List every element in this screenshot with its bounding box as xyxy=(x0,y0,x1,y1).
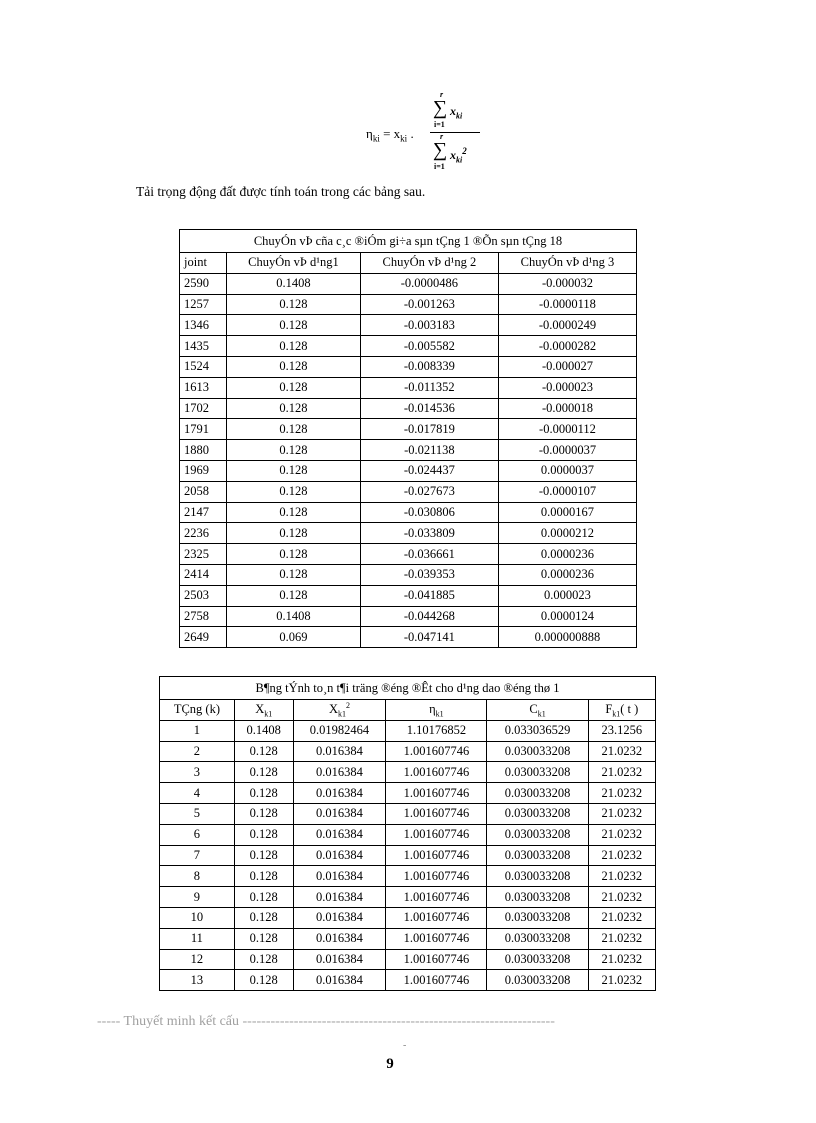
table-row xyxy=(160,887,656,908)
table-cell: 2236 xyxy=(180,523,227,544)
den-sum-lower: i=1 xyxy=(434,162,445,171)
table-cell: 0.016384 xyxy=(293,949,386,970)
table-cell: 0.016384 xyxy=(293,824,386,845)
table-cell: 21.0232 xyxy=(588,762,655,783)
table-cell: 0.128 xyxy=(234,824,293,845)
table-row xyxy=(180,336,637,357)
table-cell: 0.1408 xyxy=(227,606,361,627)
x-subscript: ki xyxy=(400,133,408,144)
table-cell: 2503 xyxy=(180,585,227,606)
table-row xyxy=(160,949,656,970)
table-row xyxy=(180,627,637,648)
table-row xyxy=(180,460,637,481)
table-row xyxy=(180,606,637,627)
formula-dot: . xyxy=(407,126,414,141)
table-row xyxy=(160,783,656,804)
displacement-table xyxy=(179,229,637,648)
table-cell: 0.01982464 xyxy=(293,720,386,741)
table-row xyxy=(160,907,656,928)
table-cell: 0.016384 xyxy=(293,887,386,908)
column-header xyxy=(487,700,588,721)
table-row xyxy=(160,970,656,991)
table-cell: 21.0232 xyxy=(588,824,655,845)
table-cell: -0.014536 xyxy=(360,398,498,419)
header-suffix: ( t ) xyxy=(620,701,639,716)
table-row xyxy=(160,866,656,887)
table-cell: 0.128 xyxy=(234,783,293,804)
table-cell: -0.027673 xyxy=(360,481,498,502)
table-cell: 21.0232 xyxy=(588,783,655,804)
table-cell: -0.047141 xyxy=(360,627,498,648)
table-cell: 8 xyxy=(160,866,235,887)
table-row xyxy=(180,398,637,419)
table-cell: 0.000000888 xyxy=(498,627,636,648)
table-cell: 0.128 xyxy=(227,336,361,357)
footer-dash: - xyxy=(403,1040,407,1051)
formula-numerator xyxy=(430,92,482,130)
header-sub: k1 xyxy=(537,709,546,719)
table-cell: 5 xyxy=(160,803,235,824)
table-cell: 2758 xyxy=(180,606,227,627)
table-cell: 0.128 xyxy=(234,845,293,866)
table-row xyxy=(180,523,637,544)
table-cell: 0.128 xyxy=(234,866,293,887)
table-cell: 1.001607746 xyxy=(386,783,487,804)
table-cell: -0.000018 xyxy=(498,398,636,419)
table-cell: 0.0000124 xyxy=(498,606,636,627)
table-cell: 1.001607746 xyxy=(386,845,487,866)
table-cell: 3 xyxy=(160,762,235,783)
table-cell: 0.016384 xyxy=(293,970,386,991)
table-row xyxy=(160,824,656,845)
table-cell: 0.128 xyxy=(234,741,293,762)
num-x: x xyxy=(450,104,456,118)
table-cell: 2649 xyxy=(180,627,227,648)
table-header-row xyxy=(160,700,656,721)
table-cell: 1.001607746 xyxy=(386,762,487,783)
table-cell: -0.011352 xyxy=(360,377,498,398)
table-cell: -0.0000107 xyxy=(498,481,636,502)
table-cell: 0.030033208 xyxy=(487,762,588,783)
table-cell: -0.044268 xyxy=(360,606,498,627)
table-cell: 21.0232 xyxy=(588,803,655,824)
header-sub: k1 xyxy=(337,709,346,719)
table-cell: 0.128 xyxy=(227,294,361,315)
table-cell: -0.021138 xyxy=(360,440,498,461)
table-cell: -0.030806 xyxy=(360,502,498,523)
den-sigma-icon: ∑ xyxy=(432,139,448,161)
table-cell: 0.030033208 xyxy=(487,741,588,762)
header-sub: k1 xyxy=(435,709,444,719)
table-cell: 0.030033208 xyxy=(487,803,588,824)
table-cell: 1.001607746 xyxy=(386,803,487,824)
table-cell: 1702 xyxy=(180,398,227,419)
table-row xyxy=(180,440,637,461)
intro-text: Tải trọng động đất được tính toán trong các bảng sau. xyxy=(136,184,426,199)
fraction-bar xyxy=(430,132,480,133)
table-cell: 1.001607746 xyxy=(386,928,487,949)
table-cell: 10 xyxy=(160,907,235,928)
table-cell: 0.128 xyxy=(227,398,361,419)
formula-denominator xyxy=(430,134,482,172)
num-sum-lower: i=1 xyxy=(434,120,445,129)
table-cell: 0.0000167 xyxy=(498,502,636,523)
table-cell: 12 xyxy=(160,949,235,970)
table-row xyxy=(180,377,637,398)
eta-subscript: ki xyxy=(372,133,380,144)
table-row xyxy=(180,502,637,523)
table-caption-row xyxy=(180,230,637,253)
table-cell: -0.0000282 xyxy=(498,336,636,357)
table-row xyxy=(180,544,637,565)
table-cell: -0.017819 xyxy=(360,419,498,440)
table-header-row xyxy=(180,253,637,274)
table-cell: 0.030033208 xyxy=(487,845,588,866)
table-cell: 0.128 xyxy=(234,949,293,970)
table-cell: 0.016384 xyxy=(293,845,386,866)
header-text: F xyxy=(605,701,613,716)
table-cell: 21.0232 xyxy=(588,887,655,908)
table-row xyxy=(160,762,656,783)
table-cell: 1 xyxy=(160,720,235,741)
table-cell: 6 xyxy=(160,824,235,845)
eta-formula xyxy=(362,92,492,172)
num-sigma-icon: ∑ xyxy=(432,97,448,119)
column-header: ChuyÓn vÞ d¹ng1 xyxy=(227,253,361,274)
header-sub: k1 xyxy=(612,709,621,719)
table-cell: -0.001263 xyxy=(360,294,498,315)
table-cell: 1.001607746 xyxy=(386,887,487,908)
table-cell: 2147 xyxy=(180,502,227,523)
table-cell: 13 xyxy=(160,970,235,991)
table-cell: 0.128 xyxy=(227,356,361,377)
table-cell: 0.128 xyxy=(234,970,293,991)
den-x-power: 2 xyxy=(462,146,467,156)
table-cell: 21.0232 xyxy=(588,949,655,970)
table-cell: 0.016384 xyxy=(293,866,386,887)
table-cell: 21.0232 xyxy=(588,907,655,928)
table-cell: 0.030033208 xyxy=(487,970,588,991)
column-header xyxy=(234,700,293,721)
table-row xyxy=(180,273,637,294)
table-cell: 1.001607746 xyxy=(386,949,487,970)
table-cell: 0.128 xyxy=(227,502,361,523)
column-header xyxy=(386,700,487,721)
table-cell: 23.1256 xyxy=(588,720,655,741)
formula-lhs xyxy=(366,126,414,144)
table-row xyxy=(180,419,637,440)
table-cell: -0.0000112 xyxy=(498,419,636,440)
den-x: x xyxy=(450,148,456,162)
column-header xyxy=(160,700,235,721)
table-cell: 0.128 xyxy=(227,564,361,585)
table-row xyxy=(180,481,637,502)
header-text: TÇng (k) xyxy=(173,702,220,717)
table-cell: 0.128 xyxy=(227,440,361,461)
table-cell: 0.033036529 xyxy=(487,720,588,741)
table-cell: -0.000027 xyxy=(498,356,636,377)
table-caption: B¶ng tÝnh to¸n t¶i träng ®éng ®Êt cho d¹ng dao ®éng thø 1 xyxy=(160,677,656,700)
table-cell: 0.016384 xyxy=(293,783,386,804)
table-cell: -0.033809 xyxy=(360,523,498,544)
table-cell: 0.030033208 xyxy=(487,783,588,804)
table-cell: 0.030033208 xyxy=(487,887,588,908)
num-variable xyxy=(450,104,462,120)
table-cell: 0.128 xyxy=(234,803,293,824)
table-cell: 0.128 xyxy=(227,544,361,565)
table-row xyxy=(180,356,637,377)
num-x-sub: ki xyxy=(456,111,463,121)
header-text: C xyxy=(529,701,538,716)
table-cell: 0.128 xyxy=(227,377,361,398)
page-number: 9 xyxy=(386,1056,394,1072)
header-sub: k1 xyxy=(264,709,273,719)
table-cell: 0.0000236 xyxy=(498,544,636,565)
table-cell: 0.128 xyxy=(227,585,361,606)
header-text: η xyxy=(429,701,436,716)
column-header xyxy=(588,700,655,721)
table-cell: 0.016384 xyxy=(293,741,386,762)
table-row xyxy=(180,585,637,606)
den-variable xyxy=(450,146,467,164)
table-cell: 21.0232 xyxy=(588,845,655,866)
seismic-load-table xyxy=(159,676,656,991)
table-cell: 0.030033208 xyxy=(487,866,588,887)
table-cell: 0.030033208 xyxy=(487,824,588,845)
column-header: ChuyÓn vÞ d¹ng 3 xyxy=(498,253,636,274)
header-text: X xyxy=(328,702,338,717)
table-cell: 1791 xyxy=(180,419,227,440)
eta-symbol: η xyxy=(366,126,373,141)
table-cell: -0.008339 xyxy=(360,356,498,377)
table-cell: 2325 xyxy=(180,544,227,565)
table-cell: 1880 xyxy=(180,440,227,461)
table-cell: 1.001607746 xyxy=(386,907,487,928)
table-cell: 4 xyxy=(160,783,235,804)
table-row xyxy=(160,928,656,949)
table-cell: 7 xyxy=(160,845,235,866)
num-sum-upper: r xyxy=(440,90,444,99)
table-row xyxy=(160,720,656,741)
table-cell: -0.0000118 xyxy=(498,294,636,315)
table-cell: 21.0232 xyxy=(588,866,655,887)
table-cell: -0.039353 xyxy=(360,564,498,585)
table-cell: 0.030033208 xyxy=(487,907,588,928)
table-cell: 21.0232 xyxy=(588,928,655,949)
table-row xyxy=(160,803,656,824)
den-sum-upper: r xyxy=(440,132,444,141)
table-cell: -0.041885 xyxy=(360,585,498,606)
table-cell: -0.003183 xyxy=(360,315,498,336)
column-header: joint xyxy=(180,253,227,274)
table-caption: ChuyÓn vÞ cña c¸c ®iÓm gi÷a sµn tÇng 1 ®Õn sµn tÇng 18 xyxy=(180,230,637,253)
table-cell: 1257 xyxy=(180,294,227,315)
formula-fraction xyxy=(430,92,482,172)
table-cell: 2590 xyxy=(180,273,227,294)
table-cell: -0.0000486 xyxy=(360,273,498,294)
table-cell: 1.001607746 xyxy=(386,741,487,762)
table-cell: -0.000032 xyxy=(498,273,636,294)
column-header: ChuyÓn vÞ d¹ng 2 xyxy=(360,253,498,274)
table-cell: 0.128 xyxy=(227,419,361,440)
table-cell: 1.10176852 xyxy=(386,720,487,741)
table-cell: 21.0232 xyxy=(588,970,655,991)
table-cell: 0.128 xyxy=(227,523,361,544)
table-row xyxy=(180,315,637,336)
table-cell: 0.016384 xyxy=(293,907,386,928)
table-cell: 2414 xyxy=(180,564,227,585)
table-cell: 1346 xyxy=(180,315,227,336)
table-cell: 9 xyxy=(160,887,235,908)
table-cell: 0.128 xyxy=(227,460,361,481)
table-row xyxy=(180,564,637,585)
table-row xyxy=(160,741,656,762)
table-cell: 21.0232 xyxy=(588,741,655,762)
table-cell: 0.1408 xyxy=(234,720,293,741)
table-row xyxy=(180,294,637,315)
table-cell: 1613 xyxy=(180,377,227,398)
table-cell: 0.0000037 xyxy=(498,460,636,481)
table-row xyxy=(160,845,656,866)
table-cell: 0.128 xyxy=(234,762,293,783)
table-cell: 0.128 xyxy=(227,481,361,502)
table-cell: 0.0000212 xyxy=(498,523,636,544)
table-cell: 0.128 xyxy=(227,315,361,336)
table-cell: -0.0000037 xyxy=(498,440,636,461)
den-x-sub: ki xyxy=(456,155,463,165)
table-cell: 0.016384 xyxy=(293,928,386,949)
table-cell: 2058 xyxy=(180,481,227,502)
table-cell: 1.001607746 xyxy=(386,866,487,887)
table-cell: 1524 xyxy=(180,356,227,377)
table-cell: 0.0000236 xyxy=(498,564,636,585)
table-cell: 0.000023 xyxy=(498,585,636,606)
table-cell: -0.036661 xyxy=(360,544,498,565)
table-cell: 0.128 xyxy=(234,887,293,908)
table-cell: 1.001607746 xyxy=(386,824,487,845)
table-cell: -0.0000249 xyxy=(498,315,636,336)
table-cell: 1.001607746 xyxy=(386,970,487,991)
table-cell: 0.016384 xyxy=(293,762,386,783)
table-cell: -0.005582 xyxy=(360,336,498,357)
table-cell: 11 xyxy=(160,928,235,949)
footer-text: ----- Thuyết minh kết cấu ------------------------------------------------------------------- xyxy=(97,1014,555,1029)
table-cell: 0.128 xyxy=(234,907,293,928)
table-cell: 0.016384 xyxy=(293,803,386,824)
formula-equals: = x xyxy=(379,126,401,141)
table-cell: 0.1408 xyxy=(227,273,361,294)
table-caption-row xyxy=(160,677,656,700)
table-cell: 0.030033208 xyxy=(487,949,588,970)
table-cell: 1969 xyxy=(180,460,227,481)
table-cell: -0.024437 xyxy=(360,460,498,481)
table-cell: 2 xyxy=(160,741,235,762)
table-cell: 1435 xyxy=(180,336,227,357)
table-cell: -0.000023 xyxy=(498,377,636,398)
header-text: X xyxy=(255,701,265,716)
table-cell: 0.030033208 xyxy=(487,928,588,949)
header-sup: 2 xyxy=(345,701,350,711)
table-cell: 0.128 xyxy=(234,928,293,949)
table-cell: 0.069 xyxy=(227,627,361,648)
column-header xyxy=(293,700,386,721)
